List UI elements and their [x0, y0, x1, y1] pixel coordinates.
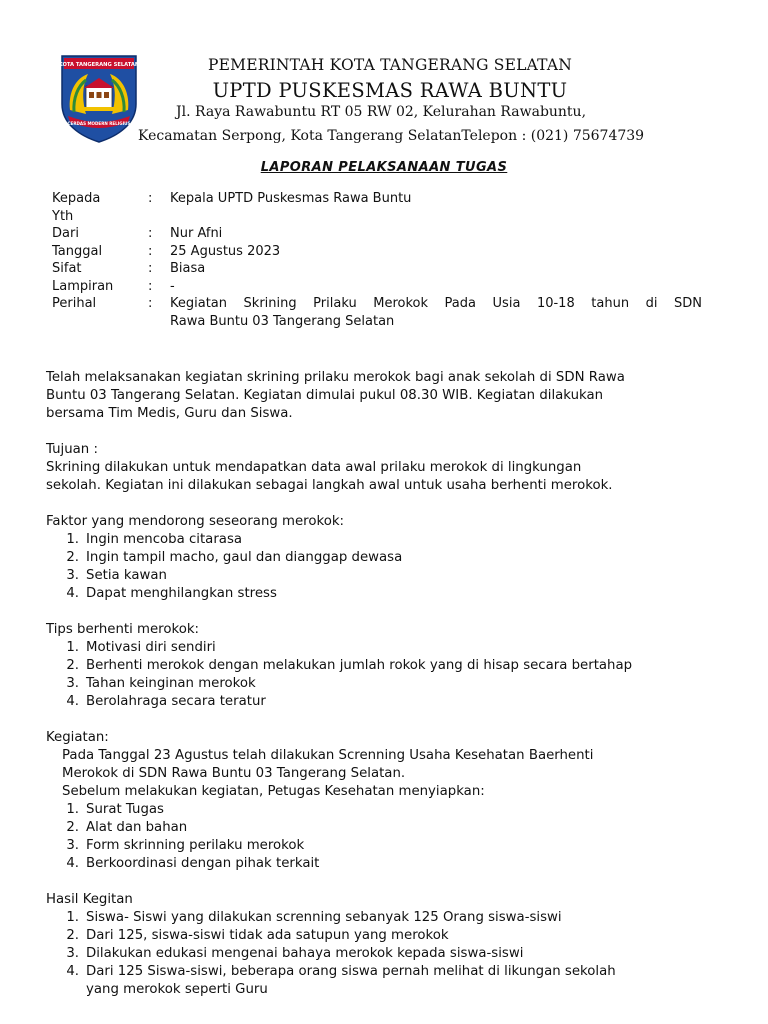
kegiatan-line: Sebelum melakukan kegiatan, Petugas Kesehatan menyiapkan:: [62, 784, 485, 799]
meta-row-lampiran: [52, 278, 702, 296]
tujuan-line: sekolah. Kegiatan ini dilakukan sebagai langkah awal untuk usaha berhenti merokok.: [46, 478, 613, 493]
meta-colon: :: [148, 296, 153, 311]
logo-motto-text: CERDAS MODERN RELIGIUS: [67, 121, 131, 126]
meta-value-kepada: Kepala UPTD Puskesmas Rawa Buntu: [170, 191, 412, 206]
meta-label-dari: Dari: [52, 226, 79, 241]
meta-value-perihal-line2: Rawa Buntu 03 Tangerang Selatan: [170, 313, 395, 329]
list-item: 2. Dari 125, siswa-siswi tidak ada satupun yang merokok: [66, 928, 449, 943]
list-item: 1. Motivasi diri sendiri: [66, 640, 216, 655]
meta-colon: :: [148, 226, 153, 241]
meta-colon: :: [148, 261, 153, 276]
list-item: 2. Alat dan bahan: [66, 820, 188, 835]
meta-value-dari: Nur Afni: [170, 226, 223, 241]
list-item: 1. Ingin mencoba citarasa: [66, 532, 243, 547]
document-title: LAPORAN PELAKSANAAN TUGAS: [260, 160, 508, 175]
meta-colon: :: [148, 278, 153, 294]
intro-line: Telah melaksanakan kegiatan skrining prilaku merokok bagi anak sekolah di SDN Rawa: [46, 370, 625, 385]
letterhead-government: PEMERINTAH KOTA TANGERANG SELATAN: [208, 56, 572, 74]
list-item: 1. Surat Tugas: [66, 802, 164, 817]
meta-label-tanggal: Tanggal: [52, 243, 103, 259]
logo-banner-text: KOTA TANGERANG SELATAN: [58, 62, 140, 69]
meta-colon: :: [148, 191, 153, 206]
meta-row-dari: [52, 225, 702, 243]
meta-value-tanggal: 25 Agustus 2023: [170, 243, 281, 259]
meta-row-tanggal: [52, 243, 702, 261]
list-item: 4. Berolahraga secara teratur: [66, 694, 266, 709]
meta-colon: :: [148, 243, 153, 259]
letterhead-address: Jl. Raya Rawabuntu RT 05 RW 02, Kelurahan Rawabuntu,: [176, 104, 587, 120]
tujuan-line: Skrining dilakukan untuk mendapatkan data awal prilaku merokok di lingkungan: [46, 460, 582, 475]
meta-value-lampiran: -: [170, 278, 175, 294]
list-item: 4. Berkoordinasi dengan pihak terkait: [66, 856, 320, 871]
kegiatan-line: Merokok di SDN Rawa Buntu 03 Tangerang Selatan.: [62, 766, 406, 781]
meta-value-perihal-line1: Kegiatan Skrining Prilaku Merokok Pada Usia 10-18 tahun di SDN: [170, 296, 702, 311]
kegiatan-heading: Kegiatan:: [46, 730, 109, 745]
report-body: [46, 369, 710, 999]
hasil-list: [46, 909, 710, 999]
list-item: 4. Dari 125 Siswa-siswi, beberapa orang siswa pernah melihat di likungan sekolah yang merokok seperti Guru: [66, 964, 616, 997]
meta-label-sifat: Sifat: [52, 261, 82, 276]
letterhead-institution: UPTD PUSKESMAS RAWA BUNTU: [212, 79, 568, 102]
list-item: 2. Ingin tampil macho, gaul dan dianggap dewasa: [66, 550, 403, 565]
tujuan-heading: Tujuan :: [46, 442, 98, 457]
meta-label-lampiran: Lampiran: [52, 278, 114, 294]
meta-row-sifat: [52, 260, 702, 278]
list-item: 3. Form skrinning perilaku merokok: [66, 838, 305, 853]
meta-label-kepada: Kepada: [52, 191, 101, 206]
faktor-list: [46, 531, 710, 603]
list-item: 1. Siswa- Siswi yang dilakukan screnning sebanyak 125 Orang siswa-siswi: [66, 910, 562, 925]
kegiatan-list: [46, 801, 710, 873]
city-emblem-logo: [58, 52, 140, 144]
faktor-heading: Faktor yang mendorong seseorang merokok:: [46, 514, 345, 529]
letter-header-table: [52, 190, 702, 330]
list-item: 2. Berhenti merokok dengan melakukan jumlah rokok yang di hisap secara bertahap: [66, 658, 633, 673]
list-item: 3. Tahan keinginan merokok: [66, 676, 256, 691]
meta-label-perihal: Perihal: [52, 296, 97, 311]
meta-row-perihal: [52, 295, 702, 330]
letterhead-address-phone: Kecamatan Serpong, Kota Tangerang SelatanTelepon : (021) 75674739: [138, 128, 645, 144]
meta-row-kepada: [52, 190, 702, 225]
intro-line: bersama Tim Medis, Guru dan Siswa.: [46, 406, 293, 421]
meta-label-yth: Yth: [52, 208, 74, 224]
tips-heading: Tips berhenti merokok:: [46, 622, 200, 637]
list-item: 4. Dapat menghilangkan stress: [66, 586, 277, 601]
intro-line: Buntu 03 Tangerang Selatan. Kegiatan dimulai pukul 08.30 WIB. Kegiatan dilakukan: [46, 388, 604, 403]
list-item: 3. Setia kawan: [66, 568, 167, 583]
hasil-heading: Hasil Kegitan: [46, 892, 133, 907]
kegiatan-line: Pada Tanggal 23 Agustus telah dilakukan Screnning Usaha Kesehatan Baerhenti: [62, 748, 594, 763]
list-item: 3. Dilakukan edukasi mengenai bahaya merokok kepada siswa-siswi: [66, 946, 524, 961]
tips-list: [46, 639, 710, 711]
meta-value-sifat: Biasa: [170, 261, 206, 276]
